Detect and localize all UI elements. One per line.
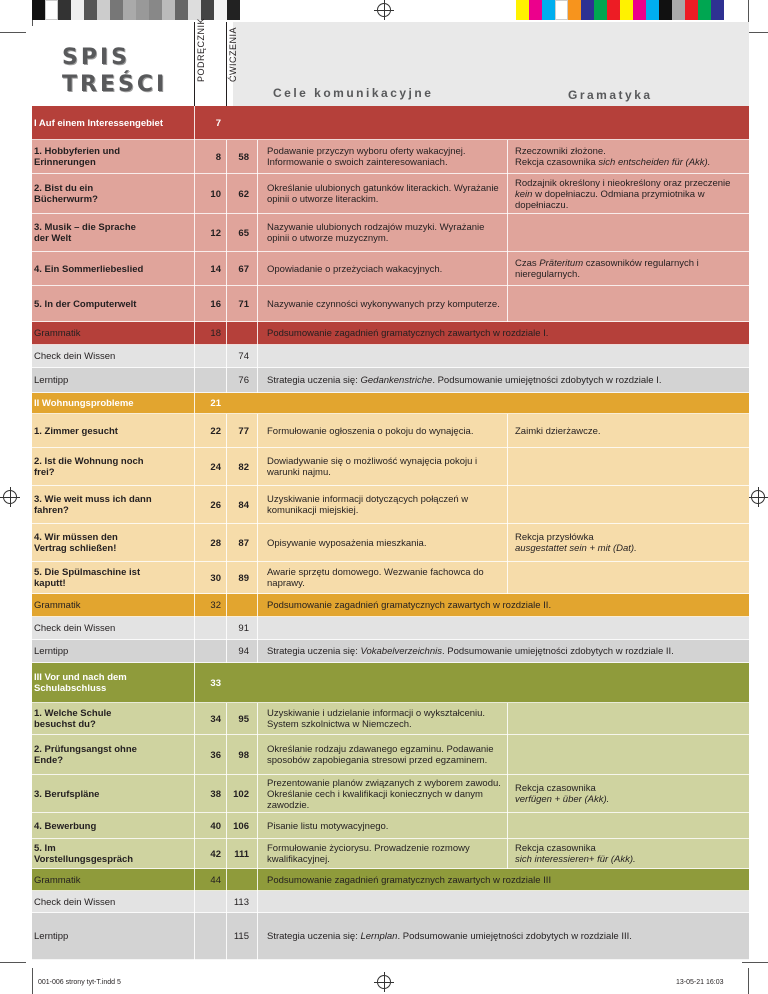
- gramatyka-cell: [507, 869, 749, 891]
- column-divider: [194, 640, 195, 663]
- podrecznik-page: [194, 640, 226, 663]
- cele-cell: Strategia uczenia się: Vokabelverzeichnis. Podsumowanie umiejętności zdobytych w rozdziale II.: [267, 646, 674, 657]
- cwiczenia-page: 84: [238, 499, 249, 511]
- column-divider: [194, 617, 195, 640]
- section-title: Lerntipp: [34, 646, 69, 657]
- column-divider: [194, 891, 195, 913]
- section-title: 4. Ein Sommerliebeslied: [34, 263, 144, 275]
- cele-cell: Podsumowanie zagadnień gramatycznych zawartych w rozdziale I.: [267, 328, 549, 339]
- section-title: 3. Musik – die Sprache der Welt: [34, 222, 136, 244]
- column-divider: [226, 775, 227, 813]
- section-title: 3. Wie weit muss ich dann fahren?: [34, 494, 152, 516]
- gramatyka-cell: [507, 448, 749, 486]
- cwiczenia-page: [226, 594, 256, 617]
- section-title: 2. Bist du ein Bücherwurm?: [34, 183, 98, 205]
- column-divider: [257, 594, 258, 617]
- registration-mark-icon: [377, 3, 391, 17]
- column-divider: [257, 414, 258, 448]
- table-row: [32, 448, 749, 486]
- table-row: [32, 869, 749, 891]
- gramatyka-cell: Zaimki dzierżawcze.: [515, 425, 601, 437]
- table-row: [32, 322, 749, 345]
- table-row: [32, 594, 749, 617]
- cwiczenia-page: 102: [233, 788, 249, 800]
- column-divider: [257, 775, 258, 813]
- section-title: 2. Prüfungsangst ohne Ende?: [34, 744, 137, 766]
- cele-cell: Strategia uczenia się: Lernplan. Podsumowanie umiejętności zdobytych w rozdziale III.: [267, 931, 632, 942]
- gramatyka-cell: [507, 214, 749, 252]
- column-divider: [194, 393, 195, 414]
- section-title: I Auf einem Interessengebiet: [34, 117, 163, 129]
- cwiczenia-page: 65: [238, 227, 249, 239]
- table-row: [32, 286, 749, 322]
- column-divider: [226, 252, 227, 286]
- cele-cell: Uzyskiwanie i udzielanie informacji o wykształceniu. System szkolnictwa w Niemczech.: [267, 708, 486, 730]
- podrecznik-page: 38: [210, 788, 221, 800]
- gramatyka-cell: [507, 640, 749, 663]
- column-divider: [226, 617, 227, 640]
- table-row: [32, 617, 749, 640]
- cwiczenia-page: 76: [238, 375, 249, 386]
- section-title: 5. In der Computerwelt: [34, 298, 137, 310]
- file-slug: 001-006 strony tyt-T.indd 5: [38, 979, 121, 986]
- column-divider: [257, 617, 258, 640]
- column-divider: [226, 562, 227, 594]
- table-row: [32, 839, 749, 869]
- cwiczenia-page: 94: [238, 646, 249, 657]
- table-row: [32, 813, 749, 839]
- podrecznik-page: 21: [210, 398, 221, 409]
- crop-mark: [748, 968, 749, 994]
- gramatyka-cell: [507, 322, 749, 345]
- cwiczenia-page: 74: [238, 351, 249, 362]
- cmyk-color-bar: [516, 0, 724, 20]
- podrecznik-page: 12: [210, 227, 221, 239]
- column-divider: [507, 775, 508, 813]
- column-divider: [507, 448, 508, 486]
- cwiczenia-page: 106: [233, 820, 249, 832]
- cele-cell: Opowiadanie o przeżyciach wakacyjnych.: [267, 263, 443, 275]
- column-divider: [257, 869, 258, 891]
- gramatyka-cell: [507, 345, 749, 368]
- column-divider: [507, 214, 508, 252]
- column-divider: [226, 735, 227, 775]
- podrecznik-page: 34: [210, 713, 221, 725]
- gramatyka-cell: [507, 368, 749, 393]
- gramatyka-cell: [507, 594, 749, 617]
- table-row: [32, 393, 749, 414]
- column-divider: [194, 839, 195, 869]
- column-divider: [194, 813, 195, 839]
- cele-cell: Podsumowanie zagadnień gramatycznych zawartych w rozdziale III: [267, 874, 552, 886]
- column-divider: [194, 345, 195, 368]
- column-divider: [257, 486, 258, 524]
- gramatyka-cell: [507, 813, 749, 839]
- cele-cell: [257, 393, 507, 414]
- header-divider: [226, 22, 227, 106]
- column-divider: [226, 214, 227, 252]
- column-divider: [226, 813, 227, 839]
- crop-mark: [0, 962, 26, 963]
- cwiczenia-page: 95: [238, 713, 249, 725]
- podrecznik-page: 36: [210, 749, 221, 761]
- column-divider: [226, 594, 227, 617]
- gramatyka-cell: [507, 106, 749, 140]
- section-title: Grammatik: [34, 328, 81, 339]
- column-divider: [257, 813, 258, 839]
- cwiczenia-page: 113: [233, 896, 249, 908]
- column-divider: [226, 839, 227, 869]
- table-row: [32, 913, 749, 960]
- column-divider: [257, 286, 258, 322]
- column-divider: [257, 140, 258, 174]
- gramatyka-cell: Rekcja przysłówka ausgestattet sein + mit (Dat).: [515, 532, 637, 554]
- section-title: 1. Welche Schule besuchst du?: [34, 708, 112, 730]
- column-divider: [257, 891, 258, 913]
- cele-cell: Awarie sprzętu domowego. Wezwanie fachowca do naprawy.: [267, 567, 484, 589]
- column-divider: [507, 813, 508, 839]
- podrecznik-page: 32: [210, 600, 221, 611]
- table-row: [32, 214, 749, 252]
- gramatyka-column-header: Gramatyka: [568, 88, 653, 102]
- gramatyka-cell: [507, 393, 749, 414]
- gramatyka-cell: [507, 735, 749, 775]
- column-divider: [194, 286, 195, 322]
- podrecznik-page: [194, 913, 226, 960]
- column-divider: [507, 286, 508, 322]
- cele-cell: Opisywanie wyposażenia mieszkania.: [267, 537, 427, 549]
- cwiczenia-page: 91: [238, 623, 249, 634]
- column-divider: [194, 663, 195, 703]
- column-divider: [194, 869, 195, 891]
- column-divider: [257, 174, 258, 214]
- column-divider: [226, 345, 227, 368]
- cele-column-header: Cele komunikacyjne: [273, 86, 434, 100]
- cele-cell: Uzyskiwanie informacji dotyczących połączeń w komunikacji miejskiej.: [267, 494, 469, 516]
- crop-mark: [742, 962, 768, 963]
- table-row: [32, 524, 749, 562]
- column-divider: [507, 703, 508, 735]
- crop-mark: [32, 968, 33, 994]
- column-divider: [257, 562, 258, 594]
- cele-cell: [257, 617, 507, 640]
- column-divider: [257, 322, 258, 345]
- column-divider: [194, 174, 195, 214]
- podrecznik-page: 16: [210, 298, 221, 310]
- cele-cell: Dowiadywanie się o możliwość wynajęcia pokoju i warunki najmu.: [267, 456, 478, 478]
- crop-mark: [0, 32, 26, 33]
- table-row: [32, 368, 749, 393]
- cwiczenia-page: [226, 106, 256, 140]
- podrecznik-page: 18: [210, 328, 221, 339]
- column-divider: [226, 368, 227, 393]
- column-divider: [194, 322, 195, 345]
- column-divider: [226, 140, 227, 174]
- column-divider: [194, 913, 195, 960]
- gramatyka-cell: Rekcja czasownika verfügen + über (Akk).: [515, 783, 610, 805]
- gramatyka-cell: [507, 913, 749, 960]
- section-title: 3. Berufspläne: [34, 788, 100, 800]
- column-divider: [194, 735, 195, 775]
- section-title: III Vor und nach dem Schulabschluss: [34, 672, 127, 694]
- gramatyka-cell: Rekcja czasownika sich interessieren+ für (Akk).: [515, 843, 636, 865]
- podrecznik-page: 24: [210, 461, 221, 473]
- table-row: [32, 775, 749, 813]
- cwiczenia-column-label: ĆWICZENIA: [228, 27, 238, 82]
- gramatyka-cell: [507, 663, 749, 703]
- gramatyka-cell: [507, 891, 749, 913]
- podrecznik-page: 42: [210, 848, 221, 860]
- gramatyka-cell: Czas Präteritum czasowników regularnych i nieregularnych.: [515, 258, 699, 280]
- section-title: II Wohnungsprobleme: [34, 398, 134, 409]
- table-row: [32, 640, 749, 663]
- cele-cell: Nazywanie ulubionych rodzajów muzyki. Wyrażanie opinii o utworze muzycznym.: [267, 222, 485, 244]
- podrecznik-page: 8: [215, 151, 221, 163]
- page-title: SPIS TREŚCI: [62, 45, 168, 97]
- column-divider: [226, 322, 227, 345]
- column-divider: [257, 735, 258, 775]
- cele-cell: [257, 345, 507, 368]
- section-title: 2. Ist die Wohnung noch frei?: [34, 456, 144, 478]
- header-divider: [194, 22, 195, 106]
- section-title: Grammatik: [34, 874, 81, 886]
- column-divider: [194, 562, 195, 594]
- table-row: [32, 345, 749, 368]
- cwiczenia-page: 62: [238, 188, 249, 200]
- column-divider: [507, 524, 508, 562]
- gramatyka-cell: [507, 617, 749, 640]
- gramatyka-cell: [507, 703, 749, 735]
- cwiczenia-page: [226, 869, 256, 891]
- cele-cell: Podawanie przyczyn wyboru oferty wakacyjnej. Informowanie o swoich zainteresowaniach.: [267, 146, 466, 168]
- column-divider: [194, 414, 195, 448]
- column-divider: [226, 913, 227, 960]
- column-divider: [226, 640, 227, 663]
- column-divider: [507, 839, 508, 869]
- cele-cell: Określanie rodzaju zdawanego egzaminu. Podawanie sposobów zapobiegania stresowi przed egzaminem.: [267, 744, 494, 766]
- podrecznik-column-label: PODRĘCZNIK: [196, 17, 206, 82]
- registration-mark-icon: [751, 490, 765, 504]
- section-title: 5. Die Spülmaschine ist kaputt!: [34, 567, 141, 589]
- column-divider: [507, 140, 508, 174]
- column-divider: [507, 252, 508, 286]
- column-divider: [257, 913, 258, 960]
- section-title: Check dein Wissen: [34, 896, 116, 908]
- gramatyka-cell: Rodzajnik określony i nieokreślony oraz przeczenie kein w dopełniaczu. Odmiana przymiotnika w dopełniaczu.: [515, 177, 731, 211]
- registration-mark-icon: [3, 490, 17, 504]
- cwiczenia-page: 82: [238, 461, 249, 473]
- column-divider: [194, 594, 195, 617]
- section-title: 5. Im Vorstellungsgespräch: [34, 843, 134, 865]
- section-title: 4. Bewerbung: [34, 820, 97, 832]
- cwiczenia-page: 77: [238, 425, 249, 437]
- table-row: [32, 891, 749, 913]
- column-divider: [257, 252, 258, 286]
- section-title: 4. Wir müssen den Vertrag schließen!: [34, 532, 118, 554]
- cele-cell: Podsumowanie zagadnień gramatycznych zawartych w rozdziale II.: [267, 600, 552, 611]
- column-divider: [194, 775, 195, 813]
- cele-cell: Formułowanie życiorysu. Prowadzenie rozmowy kwalifikacyjnej.: [267, 843, 470, 865]
- podrecznik-page: 26: [210, 499, 221, 511]
- cele-cell: Prezentowanie planów związanych z wyborem zawodu. Określanie cech i kwalifikacji koniecznych w danym zawodzie.: [267, 777, 501, 811]
- column-divider: [257, 640, 258, 663]
- podrecznik-page: 14: [210, 263, 221, 275]
- cele-cell: [257, 891, 507, 913]
- gramatyka-cell: [507, 486, 749, 524]
- gramatyka-cell: [507, 286, 749, 322]
- cwiczenia-page: 71: [238, 298, 249, 310]
- podrecznik-page: [194, 891, 226, 913]
- column-divider: [226, 891, 227, 913]
- cele-cell: Nazywanie czynności wykonywanych przy komputerze.: [267, 298, 500, 310]
- cwiczenia-page: [226, 322, 256, 345]
- table-row: [32, 174, 749, 214]
- column-divider: [194, 252, 195, 286]
- column-divider: [226, 869, 227, 891]
- cele-cell: [257, 106, 507, 140]
- column-divider: [226, 414, 227, 448]
- cwiczenia-page: 87: [238, 537, 249, 549]
- column-divider: [194, 214, 195, 252]
- podrecznik-page: 22: [210, 425, 221, 437]
- column-divider: [226, 286, 227, 322]
- column-divider: [194, 106, 195, 140]
- cwiczenia-page: 89: [238, 572, 249, 584]
- section-title: Check dein Wissen: [34, 351, 116, 362]
- podrecznik-page: [194, 345, 226, 368]
- column-divider: [257, 703, 258, 735]
- column-divider: [194, 368, 195, 393]
- table-row: [32, 252, 749, 286]
- registration-mark-icon: [377, 975, 391, 989]
- column-divider: [257, 214, 258, 252]
- cele-cell: [257, 663, 507, 703]
- podrecznik-page: 33: [210, 677, 221, 689]
- cwiczenia-page: 98: [238, 749, 249, 761]
- podrecznik-page: 10: [210, 188, 221, 200]
- column-divider: [194, 486, 195, 524]
- column-divider: [507, 414, 508, 448]
- table-row: [32, 414, 749, 448]
- column-divider: [194, 703, 195, 735]
- column-divider: [226, 174, 227, 214]
- column-divider: [194, 448, 195, 486]
- date-slug: 13-05-21 16:03: [676, 979, 724, 986]
- cele-cell: Formułowanie ogłoszenia o pokoju do wynajęcia.: [267, 425, 474, 437]
- row-divider: [32, 959, 749, 960]
- cele-cell: Pisanie listu motywacyjnego.: [267, 820, 389, 832]
- cwiczenia-page: 115: [233, 931, 249, 942]
- cwiczenia-page: [226, 393, 256, 414]
- grey-color-bar: [32, 0, 240, 20]
- table-row: [32, 562, 749, 594]
- gramatyka-cell: Rzeczowniki złożone. Rekcja czasownika sich entscheiden für (Akk).: [515, 146, 711, 168]
- section-title: 1. Hobbyferien und Erinnerungen: [34, 146, 121, 168]
- section-title: Lerntipp: [34, 375, 69, 386]
- column-divider: [507, 735, 508, 775]
- column-divider: [226, 703, 227, 735]
- table-row: [32, 140, 749, 174]
- column-divider: [257, 368, 258, 393]
- podrecznik-page: 7: [215, 117, 221, 129]
- cwiczenia-page: 111: [234, 848, 249, 860]
- gramatyka-cell: [507, 562, 749, 594]
- table-row: [32, 703, 749, 735]
- column-divider: [257, 839, 258, 869]
- table-row: [32, 486, 749, 524]
- column-divider: [507, 174, 508, 214]
- cele-cell: Określanie ulubionych gatunków literackich. Wyrażanie opinii o utworze literackim.: [267, 183, 499, 205]
- column-divider: [257, 448, 258, 486]
- section-title: Lerntipp: [34, 931, 69, 942]
- cele-cell: Strategia uczenia się: Gedankenstriche. Podsumowanie umiejętności zdobytych w rozdziale I.: [267, 375, 662, 386]
- column-divider: [194, 524, 195, 562]
- podrecznik-page: 30: [210, 572, 221, 584]
- cwiczenia-page: 67: [238, 263, 249, 275]
- cwiczenia-page: [226, 663, 256, 703]
- table-row: [32, 106, 749, 140]
- podrecznik-page: [194, 617, 226, 640]
- column-divider: [226, 524, 227, 562]
- podrecznik-page: 44: [210, 874, 221, 886]
- table-row: [32, 663, 749, 703]
- section-title: 1. Zimmer gesucht: [34, 425, 118, 437]
- column-divider: [257, 345, 258, 368]
- column-divider: [226, 486, 227, 524]
- column-divider: [226, 448, 227, 486]
- column-divider: [194, 140, 195, 174]
- podrecznik-page: 28: [210, 537, 221, 549]
- table-row: [32, 735, 749, 775]
- podrecznik-page: [194, 368, 226, 393]
- cwiczenia-page: 58: [238, 151, 249, 163]
- podrecznik-page: 40: [210, 820, 221, 832]
- section-title: Check dein Wissen: [34, 623, 116, 634]
- column-divider: [507, 562, 508, 594]
- section-title: Grammatik: [34, 600, 81, 611]
- column-divider: [507, 486, 508, 524]
- column-divider: [257, 524, 258, 562]
